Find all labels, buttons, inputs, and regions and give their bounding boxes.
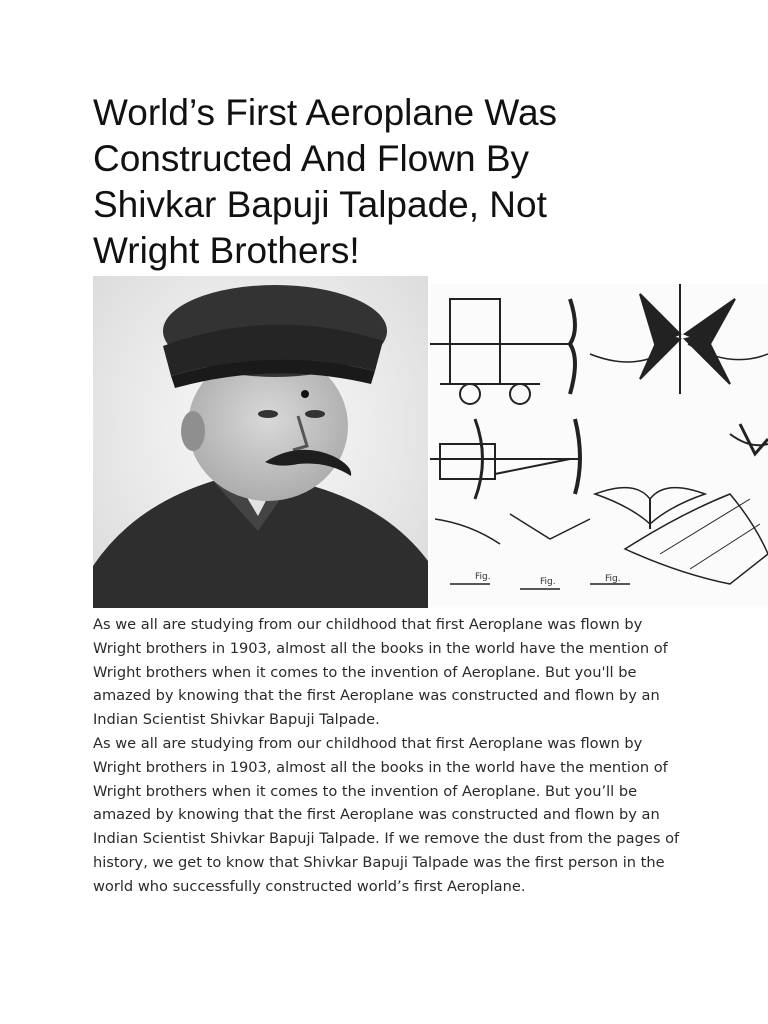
svg-text:Fig.: Fig. xyxy=(540,577,556,587)
paragraph-1: As we all are studying from our childhood that first Aeroplane was flown by Wright brothers in 1903, almost all the books in the world have the mention of Wright brothers when it comes to the invention of Aeroplane. But you'll be amazed by knowing that the first Aeroplane was constructed and flown by an Indian Scientist Shivkar Bapuji Talpade. xyxy=(93,616,668,729)
portrait-photo xyxy=(93,276,428,608)
portrait-illustration xyxy=(93,276,428,608)
paragraph-2: As we all are studying from our childhood that first Aeroplane was flown by Wright brothers in 1903, almost all the books in the world have the mention of Wright brothers when it comes to the invention of Aeroplane. But you’ll be amazed by knowing that the first Aeroplane was constructed and flown by an Indian Scientist Shivkar Bapuji Talpade. If we remove the dust from the pages of history, we get to know that Shivkar Bapuji Talpade was the first person in the world who successfully constructed world’s first Aeroplane. xyxy=(93,734,680,895)
svg-text:Fig.: Fig. xyxy=(475,572,491,582)
svg-text:Fig.: Fig. xyxy=(605,574,621,584)
article-body xyxy=(93,613,683,899)
aeroplane-diagram-image xyxy=(430,284,768,606)
diagram-sketches xyxy=(430,284,768,606)
page-title: World’s First Aeroplane Was Constructed And Flown By Shivkar Bapuji Talpade, Not Wright Brothers! xyxy=(93,92,558,271)
